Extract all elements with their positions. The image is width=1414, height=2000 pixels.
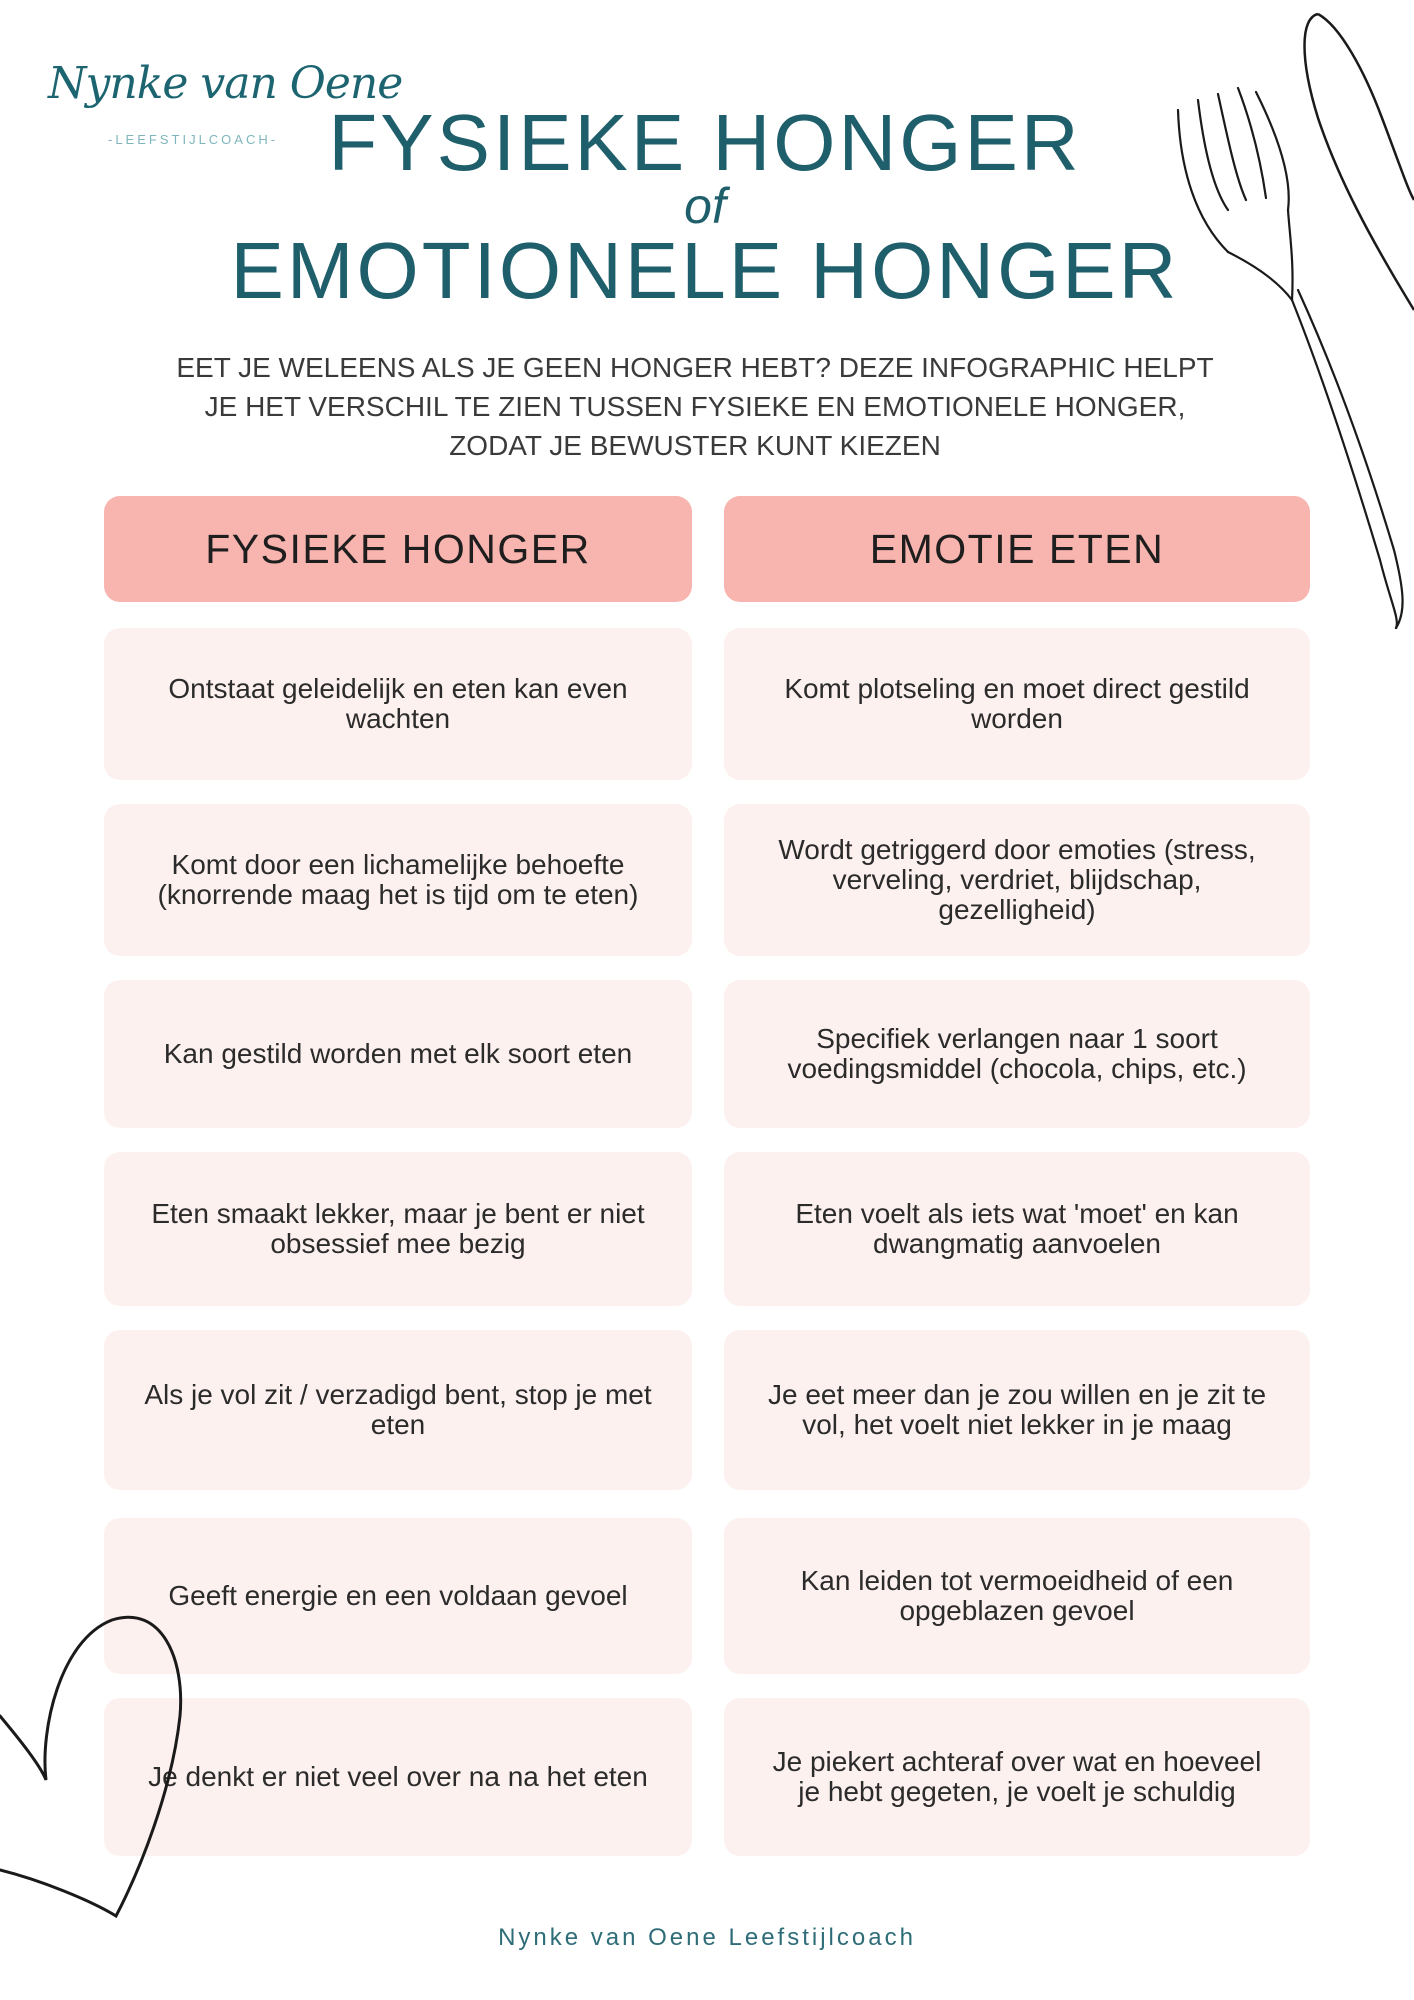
card-physical-1: Ontstaat geleidelijk en eten kan even wachten — [104, 628, 692, 780]
knife-icon — [1305, 14, 1414, 310]
card-emotional-1: Komt plotseling en moet direct gestild worden — [724, 628, 1310, 780]
intro-line: ZODAT JE BEWUSTER KUNT KIEZEN — [449, 430, 941, 461]
logo-script-text: Nynke van Oene — [48, 58, 403, 109]
card-emotional-4: Eten voelt als iets wat 'moet' en kan dwangmatig aanvoelen — [724, 1152, 1310, 1306]
card-physical-4: Eten smaakt lekker, maar je bent er niet obsessief mee bezig — [104, 1152, 692, 1306]
title-line-2: EMOTIONELE HONGER — [230, 226, 1180, 315]
card-emotional-7: Je piekert achteraf over wat en hoeveel je hebt gegeten, je voelt je schuldig — [724, 1698, 1310, 1856]
card-emotional-6: Kan leiden tot vermoeidheid of een opgeblazen gevoel — [724, 1518, 1310, 1674]
card-physical-7: Je denkt er niet veel over na na het eten — [104, 1698, 692, 1856]
header-physical-hunger: FYSIEKE HONGER — [104, 496, 692, 602]
card-emotional-2: Wordt getriggerd door emoties (stress, verveling, verdriet, blijdschap, gezelligheid) — [724, 804, 1310, 956]
intro-text — [130, 348, 1260, 465]
title-connector: of — [684, 178, 726, 234]
card-physical-5: Als je vol zit / verzadigd bent, stop je met eten — [104, 1330, 692, 1490]
card-physical-2: Komt door een lichamelijke behoefte (knorrende maag het is tijd om te eten) — [104, 804, 692, 956]
header-emotional-eating: EMOTIE ETEN — [724, 496, 1310, 602]
footer-credit: Nynke van Oene Leefstijlcoach — [498, 1924, 916, 1951]
logo-subtitle: -LEEFSTIJLCOACH- — [108, 132, 279, 147]
card-physical-6: Geeft energie en een voldaan gevoel — [104, 1518, 692, 1674]
card-emotional-3: Specifiek verlangen naar 1 soort voedingsmiddel (chocola, chips, etc.) — [724, 980, 1310, 1128]
title-line-1: FYSIEKE HONGER — [328, 98, 1082, 187]
card-emotional-5: Je eet meer dan je zou willen en je zit te vol, het voelt niet lekker in je maag — [724, 1330, 1310, 1490]
intro-line: JE HET VERSCHIL TE ZIEN TUSSEN FYSIEKE EN EMOTIONELE HONGER, — [204, 391, 1186, 422]
card-physical-3: Kan gestild worden met elk soort eten — [104, 980, 692, 1128]
intro-line: EET JE WELEENS ALS JE GEEN HONGER HEBT? DEZE INFOGRAPHIC HELPT — [176, 352, 1214, 383]
